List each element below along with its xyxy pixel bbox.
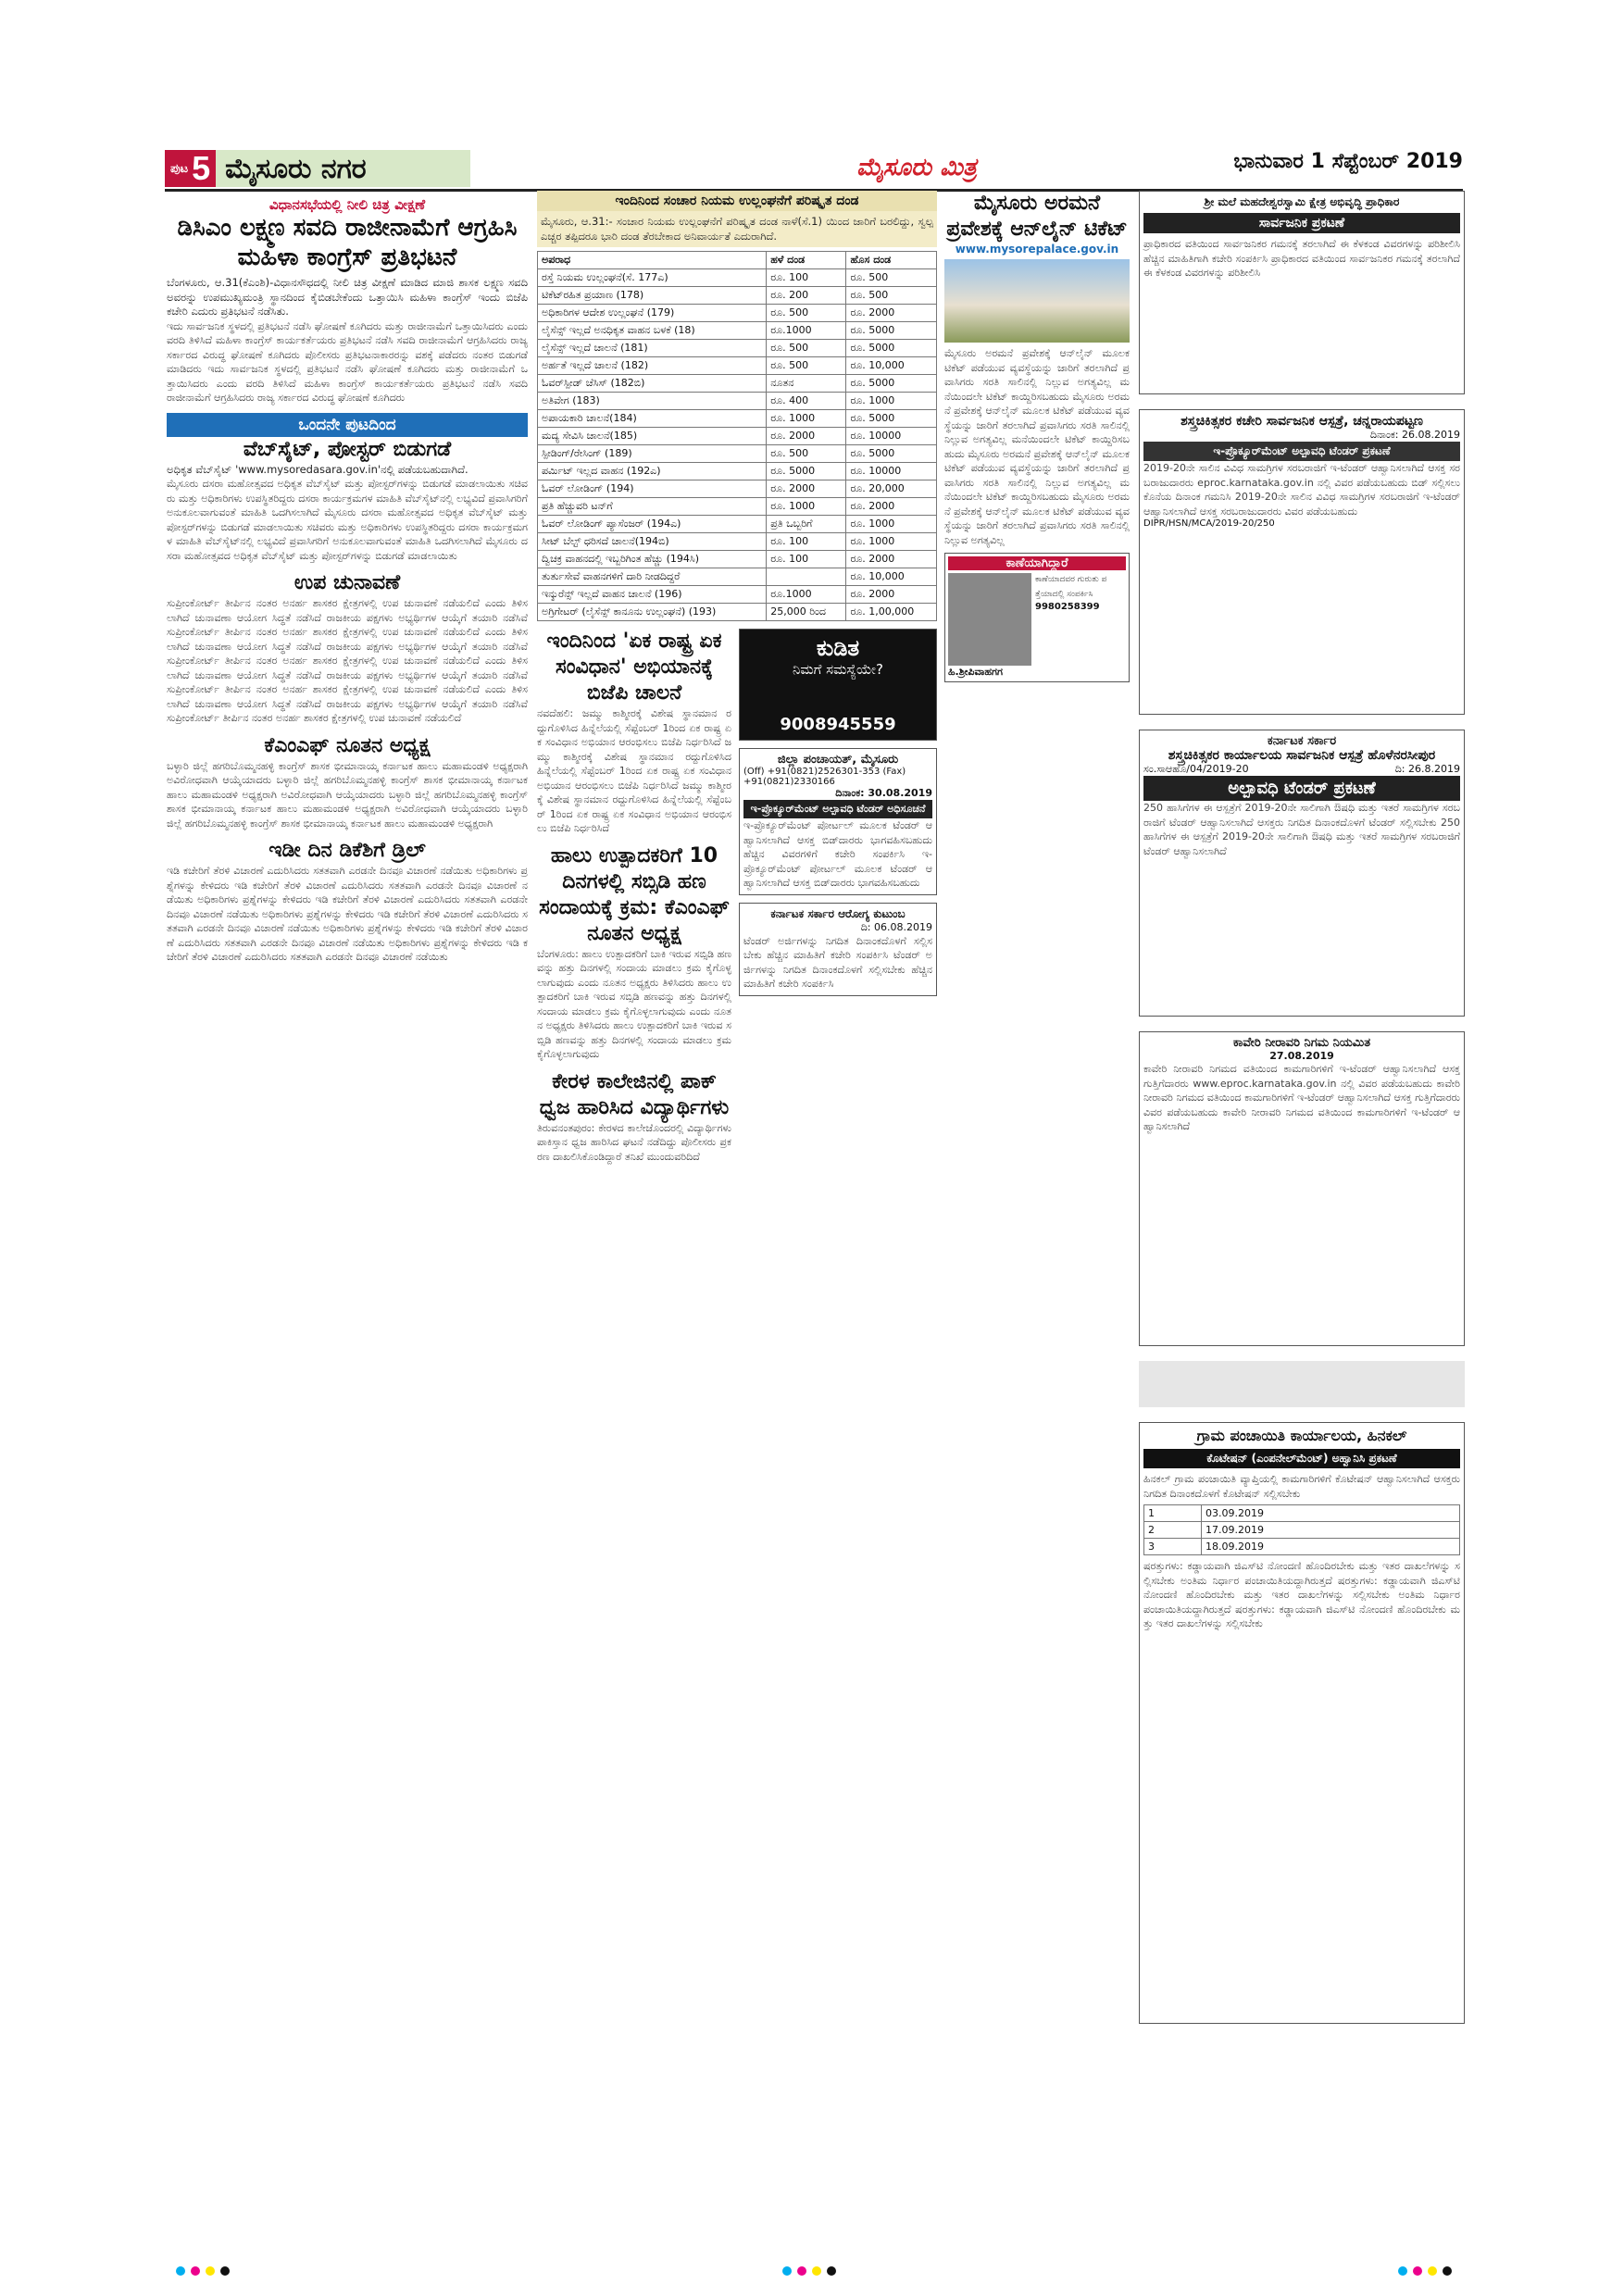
notice-bar: ಕೊಟೇಷನ್ (ಎಂಪನೇಲ್‌ಮೆಂಟ್) ಅಹ್ವಾನಿಸಿ ಪ್ರಕಟಣೆ bbox=[1143, 1449, 1460, 1468]
notice-body: ಕಾವೇರಿ ನೀರಾವರಿ ನಿಗಮದ ವತಿಯಿಂದ ಕಾಮಗಾರಿಗಳಿಗೆ ಇ-ಟೆಂಡರ್ ಆಹ್ವಾನಿಸಲಾಗಿದೆ ಆಸಕ್ತ ಗುತ್ತಿಗೆದಾರರು www.eproc.karnataka.gov.in ನಲ್ಲಿ ವಿವರ ಪಡೆಯಬಹುದು ಕಾವೇರಿ ನೀರಾವರಿ ನಿಗಮದ ವತಿಯಿಂದ ಕಾಮಗಾರಿಗಳಿಗೆ ಇ-ಟೆಂಡರ್ ಆಹ್ವಾನಿಸಲಾಗಿದೆ ಆಸಕ್ತ ಗುತ್ತಿಗೆದಾರರು ವಿವರ ಪಡೆಯಬಹುದು ಕಾವೇರಿ ನೀರಾವರಿ ನಿಗಮದ ವತಿಯಿಂದ ಕಾಮಗಾರಿಗಳಿಗೆ ಇ-ಟೆಂಡರ್ ಆಹ್ವಾನಿಸಲಾಗಿದೆ bbox=[1143, 1063, 1460, 1132]
column-4 bbox=[1139, 191, 1465, 2261]
fine-row bbox=[538, 305, 937, 322]
column-1 bbox=[167, 196, 528, 2261]
zp-title: ಜಿಲ್ಲಾ ಪಂಚಾಯತ್, ಮೈಸೂರು bbox=[777, 753, 899, 767]
missing-title: ಕಾಣೆಯಾಗಿದ್ದಾರೆ bbox=[948, 556, 1126, 570]
fine-row bbox=[538, 498, 937, 516]
fine-cell: ರೂ. 2000 bbox=[767, 480, 846, 498]
fine-row bbox=[538, 287, 937, 305]
traffic-lead: ಮೈಸೂರು, ಆ.31:- ಸಂಚಾರ ನಿಯಮ ಉಲ್ಲಂಘನೆಗೆ ಪರಿಷ್ಕೃತ ದಂಡ ನಾಳೆ(ಸೆ.1) ಯಿಂದ ಜಾರಿಗೆ ಬರಲಿದ್ದು, ಸ್ವಲ್ಪ ಎಚ್ಚರ ತಪ್ಪಿದರೂ ಭಾರಿ ದಂಡ ತೆರಬೇಕಾದ ಅನಿವಾರ್ಯತೆ ಎದುರಾಗಿದೆ. bbox=[537, 211, 937, 247]
headline-main: ಡಿಸಿಎಂ ಲಕ್ಷ್ಮಣ ಸವದಿ ರಾಜೀನಾಮೆಗೆ ಆಗ್ರಹಿಸಿ ಮಹಿಳಾ ಕಾಂಗ್ರೆಸ್ ಪ್ರತಿಭಟನೆ bbox=[177, 214, 518, 271]
fine-cell: ರೂ. 10,000 bbox=[846, 568, 937, 586]
fine-cell: ಓವರ್‌ಸ್ಪೀಡ್ ಚೆಸಿಸ್ (182ಬಿ) bbox=[538, 375, 767, 393]
registration-marks-left bbox=[176, 2266, 230, 2276]
fine-cell: ರೂ. 1000 bbox=[846, 393, 937, 410]
fine-cell: ರೂ. 2000 bbox=[846, 586, 937, 604]
section-title: ಮೈಸೂರು ನಗರ bbox=[216, 150, 470, 187]
fine-cell: ಅಗ್ರಿಗೇಟರ್ (ಲೈಸೆನ್ಸ್ ಕಾನೂನು ಉಲ್ಲಂಘನೆ) (193) bbox=[538, 604, 767, 621]
registration-marks-right bbox=[1398, 2266, 1452, 2276]
fine-cell: ರೂ. 2000 bbox=[846, 498, 937, 516]
article-body: ನವದೆಹಲಿ: ಜಮ್ಮು ಕಾಶ್ಮೀರಕ್ಕೆ ವಿಶೇಷ ಸ್ಥಾನಮಾನ ರದ್ದುಗೊಳಿಸಿದ ಹಿನ್ನೆಲೆಯಲ್ಲಿ ಸೆಪ್ಟೆಂಬರ್ 1ರಿಂದ ಏಕ ರಾಷ್ಟ್ರ ಏಕ ಸಂವಿಧಾನ ಅಭಿಯಾನ ಆರಂಭಿಸಲು ಬಿಜೆಪಿ ನಿರ್ಧರಿಸಿದೆ ಜಮ್ಮು ಕಾಶ್ಮೀರಕ್ಕೆ ವಿಶೇಷ ಸ್ಥಾನಮಾನ ರದ್ದುಗೊಳಿಸಿದ ಹಿನ್ನೆಲೆಯಲ್ಲಿ ಸೆಪ್ಟೆಂಬರ್ 1ರಿಂದ ಏಕ ರಾಷ್ಟ್ರ ಏಕ ಸಂವಿಧಾನ ಅಭಿಯಾನ ಆರಂಭಿಸಲು ಬಿಜೆಪಿ ನಿರ್ಧರಿಸಿದೆ ಜಮ್ಮು ಕಾಶ್ಮೀರಕ್ಕೆ ವಿಶೇಷ ಸ್ಥಾನಮಾನ ರದ್ದುಗೊಳಿಸಿದ ಹಿನ್ನೆಲೆಯಲ್ಲಿ ಸೆಪ್ಟೆಂಬರ್ 1ರಿಂದ ಏಕ ರಾಷ್ಟ್ರ ಏಕ ಸಂವಿಧಾನ ಅಭಿಯಾನ ಆರಂಭಿಸಲು ಬಿಜೆಪಿ ನಿರ್ಧರಿಸಿದೆ bbox=[537, 707, 731, 834]
kicker: ವಿಧಾನಸಭೆಯಲ್ಲಿ ನೀಲಿ ಚಿತ್ರ ವೀಕ್ಷಣೆ bbox=[269, 196, 426, 213]
issue-date: ಭಾನುವಾರ 1 ಸೆಪ್ಟೆಂಬರ್ 2019 bbox=[1233, 150, 1463, 173]
article-body: ಮೈಸೂರು ದಸರಾ ಮಹೋತ್ಸವದ ಅಧಿಕೃತ ವೆಬ್‌ಸೈಟ್ ಮತ್ತು ಪೋಸ್ಟರ್‌ಗಳನ್ನು ಬಿಡುಗಡೆ ಮಾಡಲಾಯಿತು ಸಚಿವರು ಮತ್ತು ಅಧಿಕಾರಿಗಳು ಉಪಸ್ಥಿತರಿದ್ದರು ದಸರಾ ಕಾರ್ಯಕ್ರಮಗಳ ಮಾಹಿತಿ ವೆಬ್‌ಸೈಟ್‌ನಲ್ಲಿ ಲಭ್ಯವಿದೆ ಪ್ರವಾಸಿಗರಿಗೆ ಅನುಕೂಲವಾಗುವಂತೆ ಮಾಹಿತಿ ಒದಗಿಸಲಾಗಿದೆ ಮೈಸೂರು ದಸರಾ ಮಹೋತ್ಸವದ ಅಧಿಕೃತ ವೆಬ್‌ಸೈಟ್ ಮತ್ತು ಪೋಸ್ಟರ್‌ಗಳನ್ನು ಬಿಡುಗಡೆ ಮಾಡಲಾಯಿತು ಸಚಿವರು ಮತ್ತು ಅಧಿಕಾರಿಗಳು ಉಪಸ್ಥಿತರಿದ್ದರು ದಸರಾ ಕಾರ್ಯಕ್ರಮಗಳ ಮಾಹಿತಿ ವೆಬ್‌ಸೈಟ್‌ನಲ್ಲಿ ಲಭ್ಯವಿದೆ ಪ್ರವಾಸಿಗರಿಗೆ ಅನುಕೂಲವಾಗುವಂತೆ ಮಾಹಿತಿ ಒದಗಿಸಲಾಗಿದೆ ಮೈಸೂರು ದಸರಾ ಮಹೋತ್ಸವದ ಅಧಿಕೃತ ವೆಬ್‌ಸೈಟ್ ಮತ್ತು ಪೋಸ್ಟರ್‌ಗಳನ್ನು ಬಿಡುಗಡೆ ಮಾಡಲಾಯಿತು bbox=[167, 478, 528, 562]
fine-cell: ಲೈಸೆನ್ಸ್ ಇಲ್ಲದೆ ಅನಧಿಕೃತ ವಾಹನ ಬಳಕೆ (18) bbox=[538, 322, 767, 340]
notice-hinakal bbox=[1139, 1422, 1465, 2024]
article-body: ಬಳ್ಳಾರಿ ಜಿಲ್ಲೆ ಹಗರಿಬೊಮ್ಮನಹಳ್ಳಿ ಕಾಂಗ್ರೆಸ್ ಶಾಸಕ ಭೀಮಾನಾಯ್ಕ ಕರ್ನಾಟಕ ಹಾಲು ಮಹಾಮಂಡಳಿ ಅಧ್ಯಕ್ಷರಾಗಿ ಅವಿರೋಧವಾಗಿ ಆಯ್ಕೆಯಾದರು ಬಳ್ಳಾರಿ ಜಿಲ್ಲೆ ಹಗರಿಬೊಮ್ಮನಹಳ್ಳಿ ಕಾಂಗ್ರೆಸ್ ಶಾಸಕ ಭೀಮಾನಾಯ್ಕ ಕರ್ನಾಟಕ ಹಾಲು ಮಹಾಮಂಡಳಿ ಅಧ್ಯಕ್ಷರಾಗಿ ಅವಿರೋಧವಾಗಿ ಆಯ್ಕೆಯಾದರು ಬಳ್ಳಾರಿ ಜಿಲ್ಲೆ ಹಗರಿಬೊಮ್ಮನಹಳ್ಳಿ ಕಾಂಗ್ರೆಸ್ ಶಾಸಕ ಭೀಮಾನಾಯ್ಕ ಕರ್ನಾಟಕ ಹಾಲು ಮಹಾಮಂಡಳಿ ಅಧ್ಯಕ್ಷರಾಗಿ ಅವಿರೋಧವಾಗಿ ಆಯ್ಕೆಯಾದರು ಬಳ್ಳಾರಿ ಜಿಲ್ಲೆ ಹಗರಿಬೊಮ್ಮನಹಳ್ಳಿ ಕಾಂಗ್ರೆಸ್ ಶಾಸಕ ಭೀಮಾನಾಯ್ಕ ಕರ್ನಾಟಕ ಹಾಲು ಮಹಾಮಂಡಳಿ ಅಧ್ಯಕ್ಷರಾಗಿ bbox=[167, 759, 528, 830]
magenta-dot bbox=[191, 2266, 200, 2276]
date-value: 18.09.2019 bbox=[1202, 1539, 1460, 1555]
date-value: 17.09.2019 bbox=[1202, 1522, 1460, 1539]
article-body: ಇದು ಸಾರ್ವಜನಿಕ ಸ್ಥಳದಲ್ಲಿ ಪ್ರತಿಭಟನೆ ನಡೆಸಿ ಘೋಷಣೆ ಕೂಗಿದರು ಮತ್ತು ರಾಜೀನಾಮೆಗೆ ಒತ್ತಾಯಿಸಿದರು ಎಂದು ವರದಿ ತಿಳಿಸಿದೆ ಮಹಿಳಾ ಕಾಂಗ್ರೆಸ್ ಕಾರ್ಯಕರ್ತೆಯರು ಪ್ರತಿಭಟನೆ ನಡೆಸಿ ಸವದಿ ರಾಜೀನಾಮೆಗೆ ಆಗ್ರಹಿಸಿದರು ರಾಜ್ಯ ಸರ್ಕಾರದ ವಿರುದ್ಧ ಘೋಷಣೆ ಕೂಗಿದರು ಪೊಲೀಸರು ಪ್ರತಿಭಟನಾಕಾರರನ್ನು ವಶಕ್ಕೆ ಪಡೆದರು ನಂತರ ಬಿಡುಗಡೆ ಮಾಡಿದರು ಇದು ಸಾರ್ವಜನಿಕ ಸ್ಥಳದಲ್ಲಿ ಪ್ರತಿಭಟನೆ ನಡೆಸಿ ಘೋಷಣೆ ಕೂಗಿದರು ಮತ್ತು ರಾಜೀನಾಮೆಗೆ ಒತ್ತಾಯಿಸಿದರು ಎಂದು ವರದಿ ತಿಳಿಸಿದೆ ಮಹಿಳಾ ಕಾಂಗ್ರೆಸ್ ಕಾರ್ಯಕರ್ತೆಯರು ಪ್ರತಿಭಟನೆ ನಡೆಸಿ ಸವದಿ ರಾಜೀನಾಮೆಗೆ ಆಗ್ರಹಿಸಿದರು ರಾಜ್ಯ ಸರ್ಕಾರದ ವಿರುದ್ಧ ಘೋಷಣೆ ಕೂಗಿದರು bbox=[167, 319, 528, 404]
fine-cell: ಪರ್ಮಿಟ್ ಇಲ್ಲದ ವಾಹನ (192ಎ) bbox=[538, 463, 767, 480]
ad-phone: 9008945559 bbox=[780, 715, 896, 734]
missing-photo bbox=[948, 573, 1031, 666]
yellow-dot bbox=[812, 2266, 821, 2276]
notice-org: ಕಾವೇರಿ ನೀರಾವರಿ ನಿಗಮ ನಿಯಮಿತ bbox=[1232, 1036, 1371, 1050]
column-3 bbox=[944, 191, 1130, 1117]
fine-cell: ಅಧಿಕಾರಿಗಳ ಆದೇಶ ಉಲ್ಲಂಘನೆ (179) bbox=[538, 305, 767, 322]
ad-title: ಕುಡಿತ bbox=[816, 635, 860, 661]
notice-code: DIPR/HSN/MCA/2019-20/250 bbox=[1143, 518, 1275, 529]
notice-body: ಟೆಂಡರ್ ಅರ್ಜಿಗಳನ್ನು ನಿಗದಿತ ದಿನಾಂಕದೊಳಗೆ ಸಲ್ಲಿಸಬೇಕು ಹೆಚ್ಚಿನ ಮಾಹಿತಿಗೆ ಕಚೇರಿ ಸಂಪರ್ಕಿಸಿ ಟೆಂಡರ್ ಅರ್ಜಿಗಳನ್ನು ನಿಗದಿತ ದಿನಾಂಕದೊಳಗೆ ಸಲ್ಲಿಸಬೇಕು ಹೆಚ್ಚಿನ ಮಾಹಿತಿಗೆ ಕಚೇರಿ ಸಂಪರ್ಕಿಸಿ bbox=[743, 934, 932, 990]
fine-cell: ಅಪಾಯಕಾರಿ ಚಾಲನೆ(184) bbox=[538, 410, 767, 428]
ad-alcohol bbox=[739, 629, 937, 741]
cyan-dot bbox=[782, 2266, 792, 2276]
article-body: ಇಡಿ ಕಚೇರಿಗೆ ತೆರಳಿ ವಿಚಾರಣೆ ಎದುರಿಸಿದರು ಸತತವಾಗಿ ಎರಡನೇ ದಿನವೂ ವಿಚಾರಣೆ ನಡೆಯಿತು ಅಧಿಕಾರಿಗಳು ಪ್ರಶ್ನೆಗಳನ್ನು ಕೇಳಿದರು ಇಡಿ ಕಚೇರಿಗೆ ತೆರಳಿ ವಿಚಾರಣೆ ಎದುರಿಸಿದರು ಸತತವಾಗಿ ಎರಡನೇ ದಿನವೂ ವಿಚಾರಣೆ ನಡೆಯಿತು ಅಧಿಕಾರಿಗಳು ಪ್ರಶ್ನೆಗಳನ್ನು ಕೇಳಿದರು ಇಡಿ ಕಚೇರಿಗೆ ತೆರಳಿ ವಿಚಾರಣೆ ಎದುರಿಸಿದರು ಸತತವಾಗಿ ಎರಡನೇ ದಿನವೂ ವಿಚಾರಣೆ ನಡೆಯಿತು ಅಧಿಕಾರಿಗಳು ಪ್ರಶ್ನೆಗಳನ್ನು ಕೇಳಿದರು ಇಡಿ ಕಚೇರಿಗೆ ತೆರಳಿ ವಿಚಾರಣೆ ಎದುರಿಸಿದರು ಸತತವಾಗಿ ಎರಡನೇ ದಿನವೂ ವಿಚಾರಣೆ ನಡೆಯಿತು ಅಧಿಕಾರಿಗಳು ಪ್ರಶ್ನೆಗಳನ್ನು ಕೇಳಿದರು ಇಡಿ ಕಚೇರಿಗೆ ತೆರಳಿ ವಿಚಾರಣೆ ಎದುರಿಸಿದರು ಸತತವಾಗಿ ಎರಡನೇ ದಿನವೂ ವಿಚಾರಣೆ ನಡೆಯಿತು ಅಧಿಕಾರಿಗಳು ಪ್ರಶ್ನೆಗಳನ್ನು ಕೇಳಿದರು ಇಡಿ ಕಚೇರಿಗೆ ತೆರಳಿ ವಿಚಾರಣೆ ಎದುರಿಸಿದರು ಸತತವಾಗಿ ಎರಡನೇ ದಿನವೂ ವಿಚಾರಣೆ ನಡೆಯಿತು bbox=[167, 865, 528, 963]
notice-mm-hills bbox=[1139, 191, 1465, 394]
fine-cell: ರೂ. 100 bbox=[767, 551, 846, 568]
fine-cell: ಸ್ಪೀಡಿಂಗ್/ರೇಸಿಂಗ್ (189) bbox=[538, 445, 767, 463]
fine-cell: ರೂ. 5000 bbox=[846, 322, 937, 340]
fine-cell: ರೂ. 200 bbox=[767, 287, 846, 305]
health-date: ದಿ: 06.08.2019 bbox=[860, 920, 932, 933]
notice-body: ಹಿನಕಲ್ ಗ್ರಾಮ ಪಂಚಾಯಿತಿ ವ್ಯಾಪ್ತಿಯಲ್ಲಿ ಕಾಮಗಾರಿಗಳಿಗೆ ಕೊಟೇಷನ್ ಆಹ್ವಾನಿಸಲಾಗಿದೆ ಆಸಕ್ತರು ನಿಗದಿತ ದಿನಾಂಕದೊಳಗೆ ಕೊಟೇಷನ್ ಸಲ್ಲಿಸಬೇಕು bbox=[1143, 1473, 1460, 1500]
fine-row bbox=[538, 340, 937, 357]
magenta-dot bbox=[797, 2266, 806, 2276]
fine-cell: ಟಿಕೆಟ್‌ರಹಿತ ಪ್ರಯಾಣ (178) bbox=[538, 287, 767, 305]
date-label: 1 bbox=[1144, 1505, 1202, 1522]
fine-table-head bbox=[538, 252, 937, 269]
fine-row bbox=[538, 393, 937, 410]
zp-notice bbox=[739, 748, 937, 895]
notice-body: 250 ಹಾಸಿಗೆಗಳ ಈ ಆಸ್ಪತ್ರೆಗೆ 2019-20ನೇ ಸಾಲಿಗಾಗಿ ಔಷಧಿ ಮತ್ತು ಇತರೆ ಸಾಮಗ್ರಿಗಳ ಸರಬರಾಜಿಗೆ ಟೆಂಡರ್ ಆಹ್ವಾನಿಸಲಾಗಿದೆ ಆಸಕ್ತರು ನಿಗದಿತ ದಿನಾಂಕದೊಳಗೆ ಟೆಂಡರ್ ಸಲ್ಲಿಸಬೇಕು 250 ಹಾಸಿಗೆಗಳ ಈ ಆಸ್ಪತ್ರೆಗೆ 2019-20ನೇ ಸಾಲಿಗಾಗಿ ಔಷಧಿ ಮತ್ತು ಇತರೆ ಸಾಮಗ್ರಿಗಳ ಸರಬರಾಜಿಗೆ ಟೆಂಡರ್ ಆಹ್ವಾನಿಸಲಾಗಿದೆ bbox=[1143, 802, 1460, 857]
fine-cell: ರೂ. 5000 bbox=[846, 340, 937, 357]
fine-cell: ರೂ. 500 bbox=[767, 357, 846, 375]
fine-row bbox=[538, 463, 937, 480]
article-body: ಸುಪ್ರೀಂಕೋರ್ಟ್ ತೀರ್ಪಿನ ನಂತರ ಅನರ್ಹ ಶಾಸಕರ ಕ್ಷೇತ್ರಗಳಲ್ಲಿ ಉಪ ಚುನಾವಣೆ ನಡೆಯಲಿದೆ ಎಂದು ತಿಳಿಸಲಾಗಿದೆ ಚುನಾವಣಾ ಆಯೋಗ ಸಿದ್ಧತೆ ನಡೆಸಿದೆ ರಾಜಕೀಯ ಪಕ್ಷಗಳು ಅಭ್ಯರ್ಥಿಗಳ ಆಯ್ಕೆಗೆ ತಯಾರಿ ನಡೆಸಿವೆ ಸುಪ್ರೀಂಕೋರ್ಟ್ ತೀರ್ಪಿನ ನಂತರ ಅನರ್ಹ ಶಾಸಕರ ಕ್ಷೇತ್ರಗಳಲ್ಲಿ ಉಪ ಚುನಾವಣೆ ನಡೆಯಲಿದೆ ಎಂದು ತಿಳಿಸಲಾಗಿದೆ ಚುನಾವಣಾ ಆಯೋಗ ಸಿದ್ಧತೆ ನಡೆಸಿದೆ ರಾಜಕೀಯ ಪಕ್ಷಗಳು ಅಭ್ಯರ್ಥಿಗಳ ಆಯ್ಕೆಗೆ ತಯಾರಿ ನಡೆಸಿವೆ ಸುಪ್ರೀಂಕೋರ್ಟ್ ತೀರ್ಪಿನ ನಂತರ ಅನರ್ಹ ಶಾಸಕರ ಕ್ಷೇತ್ರಗಳಲ್ಲಿ ಉಪ ಚುನಾವಣೆ ನಡೆಯಲಿದೆ ಎಂದು ತಿಳಿಸಲಾಗಿದೆ ಚುನಾವಣಾ ಆಯೋಗ ಸಿದ್ಧತೆ ನಡೆಸಿದೆ ರಾಜಕೀಯ ಪಕ್ಷಗಳು ಅಭ್ಯರ್ಥಿಗಳ ಆಯ್ಕೆಗೆ ತಯಾರಿ ನಡೆಸಿವೆ ಸುಪ್ರೀಂಕೋರ್ಟ್ ತೀರ್ಪಿನ ನಂತರ ಅನರ್ಹ ಶಾಸಕರ ಕ್ಷೇತ್ರಗಳಲ್ಲಿ ಉಪ ಚುನಾವಣೆ ನಡೆಯಲಿದೆ ಎಂದು ತಿಳಿಸಲಾಗಿದೆ ಚುನಾವಣಾ ಆಯೋಗ ಸಿದ್ಧತೆ ನಡೆಸಿದೆ ರಾಜಕೀಯ ಪಕ್ಷಗಳು ಅಭ್ಯರ್ಥಿಗಳ ಆಯ್ಕೆಗೆ ತಯಾರಿ ನಡೆಸಿವೆ ಸುಪ್ರೀಂಕೋರ್ಟ್ ತೀರ್ಪಿನ ನಂತರ ಅನರ್ಹ ಶಾಸಕರ ಕ್ಷೇತ್ರಗಳಲ್ಲಿ ಉಪ ಚುನಾವಣೆ ನಡೆಯಲಿದೆ bbox=[167, 597, 528, 724]
notice-title: ಶಸ್ತ್ರಚಿಕಿತ್ಸಕರ ಕಚೇರಿ ಸಾರ್ವಜನಿಕ ಆಸ್ಪತ್ರೆ, ಚನ್ನರಾಯಪಟ್ಟಣ bbox=[1181, 414, 1423, 429]
fine-cell: ರೂ. 100 bbox=[767, 533, 846, 551]
notice-body: 2019-20ನೇ ಸಾಲಿನ ವಿವಿಧ ಸಾಮಗ್ರಿಗಳ ಸರಬರಾಜಿಗೆ ಇ-ಟೆಂಡರ್ ಆಹ್ವಾನಿಸಲಾಗಿದೆ ಆಸಕ್ತ ಸರಬರಾಜುದಾರರು eproc.karnataka.gov.in ನಲ್ಲಿ ವಿವರ ಪಡೆಯಬಹುದು ಬಿಡ್ ಸಲ್ಲಿಸಲು ಕೊನೆಯ ದಿನಾಂಕ ಗಮನಿಸಿ 2019-20ನೇ ಸಾಲಿನ ವಿವಿಧ ಸಾಮಗ್ರಿಗಳ ಸರಬರಾಜಿಗೆ ಇ-ಟೆಂಡರ್ ಆಹ್ವಾನಿಸಲಾಗಿದೆ ಆಸಕ್ತ ಸರಬರಾಜುದಾರರು ವಿವರ ಪಡೆಯಬಹುದು bbox=[1143, 462, 1460, 518]
fine-table-body bbox=[538, 269, 937, 621]
fine-cell: ರೂ. 400 bbox=[767, 393, 846, 410]
headline-milk: ಹಾಲು ಉತ್ಪಾದಕರಿಗೆ 10 ದಿನಗಳಲ್ಲಿ ಸಬ್ಸಿಡಿ ಹಣ ಸಂದಾಯಕ್ಕೆ ಕ್ರಮ: ಕೆಎಂಎಫ್ ನೂತನ ಅಧ್ಯಕ್ಷ bbox=[539, 843, 730, 945]
fine-cell: ಓವರ್ ಲೋಡಿಂಗ್ (194) bbox=[538, 480, 767, 498]
fine-cell: ರೂ. 500 bbox=[846, 287, 937, 305]
blank-block bbox=[1139, 1361, 1465, 1407]
column-2 bbox=[537, 191, 937, 2261]
black-dot bbox=[220, 2266, 230, 2276]
fine-cell: ರೂ. 500 bbox=[767, 305, 846, 322]
registration-marks-mid bbox=[782, 2266, 836, 2276]
fine-cell: ರಸ್ತೆ ನಿಯಮ ಉಲ್ಲಂಘನೆ(ಸೆ. 177ಎ) bbox=[538, 269, 767, 287]
notice-date: ದಿನಾಂಕ: 26.08.2019 bbox=[1369, 429, 1460, 441]
notice-gov: ಕರ್ನಾಟಕ ಸರ್ಕಾರ bbox=[1267, 734, 1337, 748]
cyan-dot bbox=[176, 2266, 185, 2276]
fine-row bbox=[538, 533, 937, 551]
date-label: 2 bbox=[1144, 1522, 1202, 1539]
fine-cell: ರೂ. 10,000 bbox=[846, 357, 937, 375]
notice-org: ಗ್ರಾಮ ಪಂಚಾಯಿತಿ ಕಾರ್ಯಾಲಯ, ಹಿನಕಲ್ bbox=[1196, 1427, 1407, 1444]
fine-cell: ರೂ. 500 bbox=[846, 269, 937, 287]
notice-bar: ಸಾರ್ವಜನಿಕ ಪ್ರಕಟಣೆ bbox=[1143, 213, 1460, 233]
health-title: ಕರ್ನಾಟಕ ಸರ್ಕಾರ ಆರೋಗ್ಯ ಕುಟುಂಬ bbox=[770, 906, 906, 920]
hinakal-dates bbox=[1143, 1504, 1460, 1555]
fine-cell: ರೂ. 1000 bbox=[846, 516, 937, 533]
cyan-dot bbox=[1398, 2266, 1407, 2276]
fine-row bbox=[538, 480, 937, 498]
fine-cell: ಅರ್ಹತೆ ಇಲ್ಲದೆ ಚಾಲನೆ (182) bbox=[538, 357, 767, 375]
fine-table bbox=[537, 251, 937, 621]
missing-phone: 9980258399 bbox=[1035, 602, 1100, 612]
notice-date: 27.08.2019 bbox=[1269, 1050, 1334, 1062]
article-body: ತಿರುವನಂತಪುರಂ: ಕೇರಳದ ಕಾಲೇಜೊಂದರಲ್ಲಿ ವಿದ್ಯಾರ್ಥಿಗಳು ಪಾಕಿಸ್ತಾನ ಧ್ವಜ ಹಾರಿಸಿದ ಘಟನೆ ನಡೆದಿದ್ದು ಪೊಲೀಸರು ಪ್ರಕರಣ ದಾಖಲಿಸಿಕೊಂಡಿದ್ದಾರೆ ತನಿಖೆ ಮುಂದುವರಿದಿದೆ bbox=[537, 1121, 731, 1163]
page-number: 5 bbox=[192, 149, 211, 187]
fine-cell: ರೂ. 5000 bbox=[767, 463, 846, 480]
notice-holenarasipura bbox=[1139, 730, 1465, 1017]
col-header: ಅಪರಾಧ bbox=[538, 252, 767, 269]
article-body: ಬೆಂಗಳೂರು: ಹಾಲು ಉತ್ಪಾದಕರಿಗೆ ಬಾಕಿ ಇರುವ ಸಬ್ಸಿಡಿ ಹಣವನ್ನು ಹತ್ತು ದಿನಗಳಲ್ಲಿ ಸಂದಾಯ ಮಾಡಲು ಕ್ರಮ ಕೈಗೊಳ್ಳಲಾಗುವುದು ಎಂದು ನೂತನ ಅಧ್ಯಕ್ಷರು ತಿಳಿಸಿದರು ಹಾಲು ಉತ್ಪಾದಕರಿಗೆ ಬಾಕಿ ಇರುವ ಸಬ್ಸಿಡಿ ಹಣವನ್ನು ಹತ್ತು ದಿನಗಳಲ್ಲಿ ಸಂದಾಯ ಮಾಡಲು ಕ್ರಮ ಕೈಗೊಳ್ಳಲಾಗುವುದು ಎಂದು ನೂತನ ಅಧ್ಯಕ್ಷರು ತಿಳಿಸಿದರು ಹಾಲು ಉತ್ಪಾದಕರಿಗೆ ಬಾಕಿ ಇರುವ ಸಬ್ಸಿಡಿ ಹಣವನ್ನು ಹತ್ತು ದಿನಗಳಲ್ಲಿ ಸಂದಾಯ ಮಾಡಲು ಕ್ರಮ ಕೈಗೊಳ್ಳಲಾಗುವುದು bbox=[537, 947, 731, 1060]
fine-cell: ರೂ.1000 bbox=[767, 586, 846, 604]
headline-byelection: ಉಪ ಚುನಾವಣೆ bbox=[294, 571, 401, 594]
fine-cell: ರೂ. 5000 bbox=[846, 410, 937, 428]
fine-cell: ರೂ. 5000 bbox=[846, 445, 937, 463]
fine-cell: ಲೈಸೆನ್ಸ್ ಇಲ್ಲದೆ ಚಾಲನೆ (181) bbox=[538, 340, 767, 357]
fine-cell: ಸೀಟ್ ಬೆಲ್ಟ್ ಧರಿಸದೆ ಚಾಲನೆ(194ಬಿ) bbox=[538, 533, 767, 551]
magenta-dot bbox=[1413, 2266, 1422, 2276]
fine-cell: ರೂ. 5000 bbox=[846, 375, 937, 393]
notice-org: ಶ್ರೀ ಮಲೆ ಮಹದೇಶ್ವರಸ್ವಾಮಿ ಕ್ಷೇತ್ರ ಅಭಿವೃದ್ಧಿ ಪ್ರಾಧಿಕಾರ bbox=[1204, 195, 1400, 208]
fine-row bbox=[538, 586, 937, 604]
notice-cauvery bbox=[1139, 1031, 1465, 1346]
headline-kerala: ಕೇರಳ ಕಾಲೇಜಿನಲ್ಲಿ ಪಾಕ್ ಧ್ವಜ ಹಾರಿಸಿದ ವಿದ್ಯಾರ್ಥಿಗಳು bbox=[539, 1069, 730, 1119]
fine-row bbox=[538, 428, 937, 445]
yellow-dot bbox=[1428, 2266, 1437, 2276]
fine-cell: ರೂ. 1,00,000 bbox=[846, 604, 937, 621]
traffic-fine-bar: ಇಂದಿನಿಂದ ಸಂಚಾರ ನಿಯಮ ಉಲ್ಲಂಘನೆಗೆ ಪರಿಷ್ಕೃತ ದಂಡ bbox=[537, 191, 937, 211]
notice-title: ಶಸ್ತ್ರಚಿಕಿತ್ಸಕರ ಕಾರ್ಯಾಲಯ ಸಾರ್ವಜನಿಕ ಆಸ್ಪತ್ರೆ ಹೊಳೆನರಸೀಪುರ bbox=[1168, 748, 1436, 763]
yellow-dot bbox=[206, 2266, 215, 2276]
fine-cell: ಓವರ್ ಲೋಡಿಂಗ್ ಪ್ಯಾಸೆಂಜರ್ (194ಎ) bbox=[538, 516, 767, 533]
col-header: ಹೊಸ ದಂಡ bbox=[846, 252, 937, 269]
notice-date: ದಿ: 26.8.2019 bbox=[1394, 763, 1460, 775]
fine-cell: ರೂ. 500 bbox=[767, 340, 846, 357]
fine-cell: ರೂ. 1000 bbox=[767, 410, 846, 428]
date-value: 03.09.2019 bbox=[1202, 1505, 1460, 1522]
fine-cell: ರೂ. 2000 bbox=[846, 305, 937, 322]
fine-row bbox=[538, 322, 937, 340]
black-dot bbox=[827, 2266, 836, 2276]
fine-cell: 25,000 ರಿಂದ bbox=[767, 604, 846, 621]
fine-cell: ಅತಿವೇಗ (183) bbox=[538, 393, 767, 410]
fine-cell: ರೂ.1000 bbox=[767, 322, 846, 340]
headline-bjp: ಇಂದಿನಿಂದ 'ಏಕ ರಾಷ್ಟ್ರ ಏಕ ಸಂವಿಧಾನ' ಅಭಿಯಾನಕ್ಕೆ ಬಿಜೆಪಿ ಚಾಲನೆ bbox=[546, 630, 722, 705]
fine-cell: ಪ್ರತಿ ಒಬ್ಬರಿಗೆ bbox=[767, 516, 846, 533]
page-label: ಪುಟ bbox=[170, 161, 189, 175]
fine-cell: ಮದ್ಯ ಸೇವಿಸಿ ಚಾಲನೆ(185) bbox=[538, 428, 767, 445]
fine-cell: ರೂ. 20,000 bbox=[846, 480, 937, 498]
ad-subtitle: ನಿಮಗೆ ಸಮಸ್ಯೆಯೇ? bbox=[793, 661, 883, 678]
missing-person-box bbox=[944, 553, 1130, 682]
fine-cell: ರೂ. 2000 bbox=[846, 551, 937, 568]
fine-row bbox=[538, 516, 937, 533]
fine-cell: ರೂ. 1000 bbox=[846, 533, 937, 551]
fine-cell: ಇನ್ಶುರೆನ್ಸ್ ಇಲ್ಲದೆ ವಾಹನ ಚಾಲನೆ (196) bbox=[538, 586, 767, 604]
fine-cell bbox=[767, 568, 846, 586]
notice-body: ಇ-ಪ್ರೊಕ್ಯೂರ್‌ಮೆಂಟ್ ಪೋರ್ಟಲ್ ಮೂಲಕ ಟೆಂಡರ್ ಆಹ್ವಾನಿಸಲಾಗಿದೆ ಆಸಕ್ತ ಬಿಡ್‌ದಾರರು ಭಾಗವಹಿಸಬಹುದು ಹೆಚ್ಚಿನ ವಿವರಗಳಿಗೆ ಕಚೇರಿ ಸಂಪರ್ಕಿಸಿ ಇ-ಪ್ರೊಕ್ಯೂರ್‌ಮೆಂಟ್ ಪೋರ್ಟಲ್ ಮೂಲಕ ಟೆಂಡರ್ ಆಹ್ವಾನಿಸಲಾಗಿದೆ ಆಸಕ್ತ ಬಿಡ್‌ದಾರರು ಭಾಗವಹಿಸಬಹುದು bbox=[743, 819, 932, 889]
palace-url: www.mysorepalace.gov.in bbox=[955, 243, 1119, 256]
zp-phone: (Off) +91(0821)2526301-353 (Fax) +91(0821)2330166 bbox=[743, 767, 906, 787]
fine-row bbox=[538, 357, 937, 375]
date-label: 3 bbox=[1144, 1539, 1202, 1555]
fine-row bbox=[538, 604, 937, 621]
fine-row bbox=[538, 568, 937, 586]
notice-bar: ಇ-ಪ್ರೊಕ್ಯೂರ್‌ಮೆಂಟ್ ಅಲ್ಪಾವಧಿ ಟೆಂಡರ್ ಪ್ರಕಟಣೆ bbox=[1143, 442, 1460, 461]
fine-cell: ದ್ವಿಚಕ್ರ ವಾಹನದಲ್ಲಿ ಇಬ್ಬರಿಗಿಂತ ಹೆಚ್ಚು (194ಸಿ) bbox=[538, 551, 767, 568]
fine-cell: ರೂ. 1000 bbox=[767, 498, 846, 516]
headline-palace: ಮೈಸೂರು ಅರಮನೆ ಪ್ರವೇಶಕ್ಕೆ ಆನ್‌ಲೈನ್ ಟಿಕೆಟ್ bbox=[946, 192, 1128, 241]
fine-cell: ರೂ. 2000 bbox=[767, 428, 846, 445]
col-header: ಹಳೆ ದಂಡ bbox=[767, 252, 846, 269]
palace-photo bbox=[944, 259, 1130, 343]
fine-row bbox=[538, 551, 937, 568]
fine-cell: ನೂತನ bbox=[767, 375, 846, 393]
fine-row bbox=[538, 410, 937, 428]
notice-channarayapatna bbox=[1139, 409, 1465, 715]
missing-details: ಕಾಣೆಯಾದವರ ಗುರುತು ಪತ್ತೆಯಾದಲ್ಲಿ ಸಂಪರ್ಕಿಸಿ bbox=[1035, 575, 1107, 599]
fine-cell: ರೂ. 10000 bbox=[846, 463, 937, 480]
paper-logo: ಮೈಸೂರು ಮಿತ್ರ bbox=[856, 154, 977, 181]
article-body: ಮೈಸೂರು ಅರಮನೆ ಪ್ರವೇಶಕ್ಕೆ ಆನ್‌ಲೈನ್ ಮೂಲಕ ಟಿಕೆಟ್ ಪಡೆಯುವ ವ್ಯವಸ್ಥೆಯನ್ನು ಜಾರಿಗೆ ತರಲಾಗಿದೆ ಪ್ರವಾಸಿಗರು ಸರತಿ ಸಾಲಿನಲ್ಲಿ ನಿಲ್ಲುವ ಅಗತ್ಯವಿಲ್ಲ ಮನೆಯಿಂದಲೇ ಟಿಕೆಟ್ ಕಾಯ್ದಿರಿಸಬಹುದು ಮೈಸೂರು ಅರಮನೆ ಪ್ರವೇಶಕ್ಕೆ ಆನ್‌ಲೈನ್ ಮೂಲಕ ಟಿಕೆಟ್ ಪಡೆಯುವ ವ್ಯವಸ್ಥೆಯನ್ನು ಜಾರಿಗೆ ತರಲಾಗಿದೆ ಪ್ರವಾಸಿಗರು ಸರತಿ ಸಾಲಿನಲ್ಲಿ ನಿಲ್ಲುವ ಅಗತ್ಯವಿಲ್ಲ ಮನೆಯಿಂದಲೇ ಟಿಕೆಟ್ ಕಾಯ್ದಿರಿಸಬಹುದು ಮೈಸೂರು ಅರಮನೆ ಪ್ರವೇಶಕ್ಕೆ ಆನ್‌ಲೈನ್ ಮೂಲಕ ಟಿಕೆಟ್ ಪಡೆಯುವ ವ್ಯವಸ್ಥೆಯನ್ನು ಜಾರಿಗೆ ತರಲಾಗಿದೆ ಪ್ರವಾಸಿಗರು ಸರತಿ ಸಾಲಿನಲ್ಲಿ ನಿಲ್ಲುವ ಅಗತ್ಯವಿಲ್ಲ ಮನೆಯಿಂದಲೇ ಟಿಕೆಟ್ ಕಾಯ್ದಿರಿಸಬಹುದು ಮೈಸೂರು ಅರಮನೆ ಪ್ರವೇಶಕ್ಕೆ ಆನ್‌ಲೈನ್ ಮೂಲಕ ಟಿಕೆಟ್ ಪಡೆಯುವ ವ್ಯವಸ್ಥೆಯನ್ನು ಜಾರಿಗೆ ತರಲಾಗಿದೆ ಪ್ರವಾಸಿಗರು ಸರತಿ ಸಾಲಿನಲ್ಲಿ ನಿಲ್ಲುವ ಅಗತ್ಯವಿಲ್ಲ bbox=[944, 347, 1130, 546]
continued-bar: ಒಂದನೇ ಪುಟದಿಂದ bbox=[167, 413, 528, 437]
black-dot bbox=[1443, 2266, 1452, 2276]
website-url-line: ಅಧಿಕೃತ ವೆಬ್‌ಸೈಟ್ 'www.mysoredasara.gov.in'ನಲ್ಲಿ ಪಡೆಯಬಹುದಾಗಿದೆ. bbox=[167, 462, 468, 476]
fine-cell: ರೂ. 500 bbox=[767, 445, 846, 463]
fine-cell: ತುರ್ತುಸೇವೆ ವಾಹನಗಳಿಗೆ ದಾರಿ ನೀಡದಿದ್ದರೆ bbox=[538, 568, 767, 586]
fine-cell: ಪ್ರತಿ ಹೆಚ್ಚುವರಿ ಟನ್‌ಗೆ bbox=[538, 498, 767, 516]
headline-dks: ಇಡೀ ದಿನ ಡಿಕೆಶಿಗೆ ಡ್ರಿಲ್ bbox=[269, 839, 426, 862]
notice-body: ಷರತ್ತುಗಳು: ಕಡ್ಡಾಯವಾಗಿ ಜಿಎಸ್‌ಟಿ ನೋಂದಣಿ ಹೊಂದಿರಬೇಕು ಮತ್ತು ಇತರ ದಾಖಲೆಗಳನ್ನು ಸಲ್ಲಿಸಬೇಕು ಅಂತಿಮ ನಿರ್ಧಾರ ಪಂಚಾಯಿತಿಯದ್ದಾಗಿರುತ್ತದೆ ಷರತ್ತುಗಳು: ಕಡ್ಡಾಯವಾಗಿ ಜಿಎಸ್‌ಟಿ ನೋಂದಣಿ ಹೊಂದಿರಬೇಕು ಮತ್ತು ಇತರ ದಾಖಲೆಗಳನ್ನು ಸಲ್ಲಿಸಬೇಕು ಅಂತಿಮ ನಿರ್ಧಾರ ಪಂಚಾಯಿತಿಯದ್ದಾಗಿರುತ್ತದೆ ಷರತ್ತುಗಳು: ಕಡ್ಡಾಯವಾಗಿ ಜಿಎಸ್‌ಟಿ ನೋಂದಣಿ ಹೊಂದಿರಬೇಕು ಮತ್ತು ಇತರ ದಾಖಲೆಗಳನ್ನು ಸಲ್ಲಿಸಬೇಕು bbox=[1143, 1560, 1460, 1629]
zp-bar: ಇ-ಪ್ರೊಕ್ಯೂರ್‌ಮೆಂಟ್ ಅಲ್ಪಾವಧಿ ಟೆಂಡರ್ ಅಧಿಸೂಚನೆ bbox=[743, 800, 932, 818]
notice-bar: ಅಲ್ಪಾವಧಿ ಟೆಂಡರ್ ಪ್ರಕಟಣೆ bbox=[1143, 776, 1460, 801]
fine-row bbox=[538, 445, 937, 463]
notice-number: ಸಂ.ಸಾಆಹೊ/04/2019-20 bbox=[1143, 763, 1249, 775]
fine-row bbox=[538, 269, 937, 287]
missing-name: ಹಿ.ಶ್ರೀಪಿವಾಹಗಗ bbox=[948, 666, 1003, 678]
notice-body: ಪ್ರಾಧಿಕಾರದ ವತಿಯಿಂದ ಸಾರ್ವಜನಿಕರ ಗಮನಕ್ಕೆ ತರಲಾಗಿದೆ ಈ ಕೆಳಕಂಡ ವಿವರಗಳನ್ನು ಪರಿಶೀಲಿಸಿ ಹೆಚ್ಚಿನ ಮಾಹಿತಿಗಾಗಿ ಕಚೇರಿ ಸಂಪರ್ಕಿಸಿ ಪ್ರಾಧಿಕಾರದ ವತಿಯಿಂದ ಸಾರ್ವಜನಿಕರ ಗಮನಕ್ಕೆ ತರಲಾಗಿದೆ ಈ ಕೆಳಕಂಡ ವಿವರಗಳನ್ನು ಪರಿಶೀಲಿಸಿ bbox=[1143, 238, 1460, 279]
fine-row bbox=[538, 375, 937, 393]
headline-website: ವೆಬ್‌ಸೈಟ್, ಪೋಸ್ಟರ್ ಬಿಡುಗಡೆ bbox=[243, 437, 452, 461]
health-notice bbox=[739, 903, 937, 996]
headline-kmf: ಕೆಎಂಎಫ್ ನೂತನ ಅಧ್ಯಕ್ಷ bbox=[264, 733, 431, 757]
zp-date: ದಿನಾಂಕ: 30.08.2019 bbox=[835, 787, 932, 799]
fine-cell: ರೂ. 100 bbox=[767, 269, 846, 287]
page-masthead bbox=[165, 148, 470, 189]
article-lead: ಬೆಂಗಳೂರು, ಆ.31(ಕೆಎಂಶಿ)-ವಿಧಾನಸೌಧದಲ್ಲಿ ನೀಲಿ ಚಿತ್ರ ವೀಕ್ಷಣೆ ಮಾಡಿದ ಮಾಜಿ ಶಾಸಕ ಲಕ್ಷ್ಮಣ ಸವದಿ ಅವರನ್ನು ಉಪಮುಖ್ಯಮಂತ್ರಿ ಸ್ಥಾನದಿಂದ ಕೈಬಿಡಬೇಕೆಂದು ಒತ್ತಾಯಿಸಿ ಮಹಿಳಾ ಕಾಂಗ್ರೆಸ್ ಇಂದು ಬಿಜೆಪಿ ಕಚೇರಿ ಎದುರು ಪ್ರತಿಭಟನೆ ನಡೆಸಿತು. bbox=[167, 276, 528, 318]
fine-cell: ರೂ. 10000 bbox=[846, 428, 937, 445]
page-number-badge bbox=[165, 150, 216, 187]
